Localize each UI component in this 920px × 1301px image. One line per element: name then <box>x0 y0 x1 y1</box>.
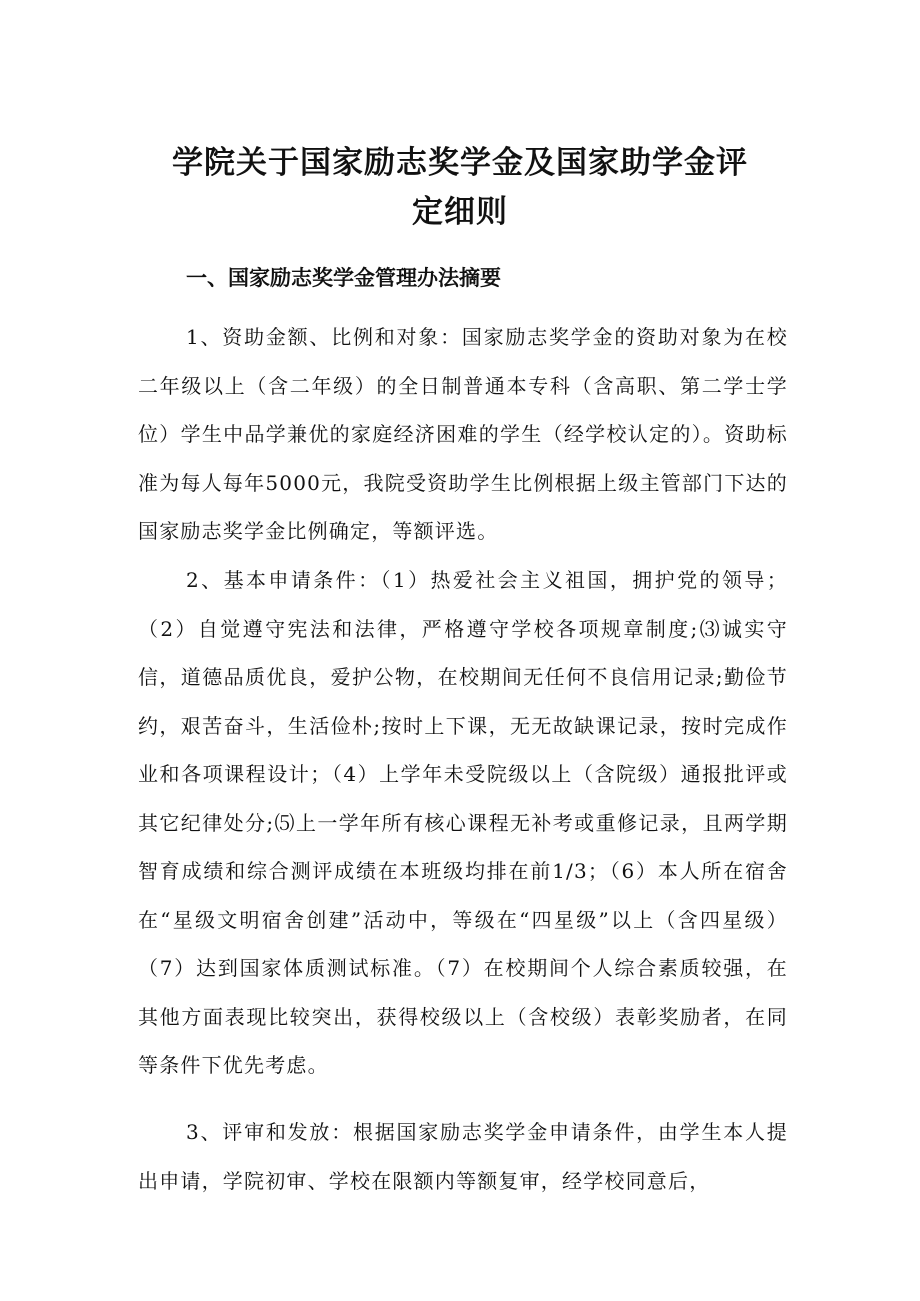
document-title-line-2: 定细则 <box>412 194 508 230</box>
paragraph-conditions: 2、基本申请条件：（1）热爱社会主义祖国，拥护党的领导；（2）自觉遵守宪法和法律，严格遵守学校各项规章制度;⑶诚实守信，道德品质优良，爱护公物，在校期间无任何不良信用记录;勤俭节约，艰苦奋斗，生活俭朴;按时上下课，无无故缺课记录，按时完成作业和各项课程设计；（4）上学年未受院级以上（含院级）通报批评或其它纪律处分;⑸上一学年所有核心课程无补考或重修记录，且两学期智育成绩和综合测评成绩在本班级均排在前1/3；（6）本人所在宿舍在“星级文明宿舍创建”活动中，等级在“四星级”以上（含四星级）（7）达到国家体质测试标准。（7）在校期间个人综合素质较强，在其他方面表现比较突出，获得校级以上（含校级）表彰奖励者，在同等条件下优先考虑。 <box>138 568 788 1077</box>
document-title-line-1: 学院关于国家励志奖学金及国家助学金评 <box>172 145 748 181</box>
paragraph-funding: 1、资助金额、比例和对象：国家励志奖学金的资助对象为在校二年级以上（含二年级）的全日制普通本专科（含高职、第二学士学位）学生中品学兼优的家庭经济困难的学生（经学校认定的）。资助标准为每人每年5000元，我院受资助学生比例根据上级主管部门下达的国家励志奖学金比例确定，等额评选。 <box>138 325 788 543</box>
section-heading: 一、国家励志奖学金管理办法摘要 <box>186 266 501 290</box>
paragraph-review: 3、评审和发放：根据国家励志奖学金申请条件，由学生本人提出申请，学院初审、学校在限额内等额复审，经学校同意后， <box>138 1120 788 1193</box>
